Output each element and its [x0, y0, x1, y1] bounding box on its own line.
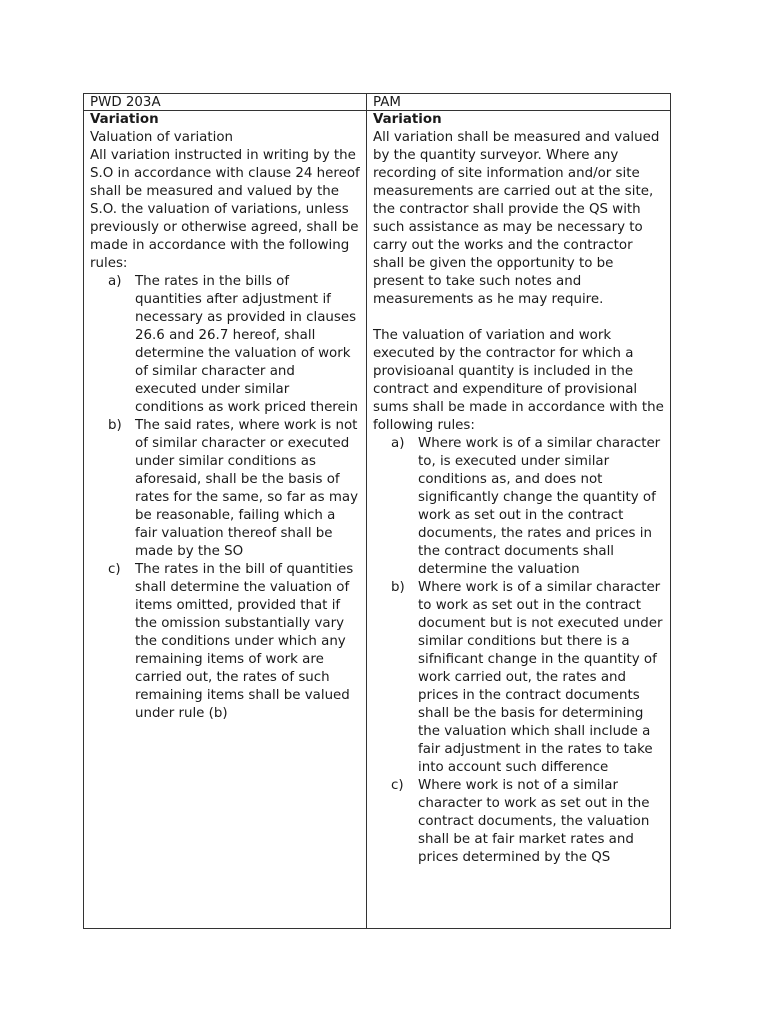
rule-text: The rates in the bills of quantities after adjustment if necessary as provided in clauses 26.6 and 26.7 hereof, shall determine the valuation of work of similar character and executed under similar conditions as work priced therein: [135, 274, 358, 415]
pwd-rules-list: [90, 273, 360, 723]
pwd-intro: All variation instructed in writing by the S.O in accordance with clause 24 hereof shall be measured and valued by the S.O. the valuation of variations, unless previously or otherwise agreed, shall be made in accordance with the following rules:: [90, 148, 365, 271]
rule-text: Where work is of a similar character to work as set out in the contract document but is not executed under similar conditions but there is a sifnificant change in the quantity of work carried out, the rates and prices in the contract documents shall be the basis for determining the valuation which shall include a fair adjustment in the rates to take into account such difference: [418, 580, 663, 775]
pam-heading: Variation: [373, 112, 442, 127]
rule-marker: b): [108, 418, 122, 433]
rule-text: Where work is of a similar character to, is executed under similar conditions as, and does not significantly change the quantity of work as set out in the contract documents, the rates and prices in the contract documents shall determine the valuation: [418, 436, 661, 577]
list-item: [391, 777, 664, 867]
column-header-pam: PAM: [367, 94, 670, 111]
pwd-heading: Variation: [90, 112, 159, 127]
rule-marker: c): [108, 562, 121, 577]
list-item: [391, 579, 664, 777]
rule-marker: b): [391, 580, 405, 595]
pam-paragraph-1: All variation shall be measured and valued by the quantity surveyor. Where any recording of site information and/or site measurements are carried out at the site, the contractor shall provide the QS with such assistance as may be necessary to carry out the works and the contractor shall be given the opportunity to be present to take such notes and measurements as he may require.: [373, 130, 664, 307]
list-item: [391, 435, 664, 579]
list-item: [108, 273, 360, 417]
paragraph-gap: [373, 309, 664, 327]
list-item: [108, 561, 360, 723]
pam-rules-list: [373, 435, 664, 867]
rule-marker: a): [108, 274, 122, 289]
rule-text: Where work is not of a similar character to work as set out in the contract documents, the valuation shall be at fair market rates and prices determined by the QS: [418, 778, 650, 865]
pwd-203a-cell: [84, 111, 367, 928]
list-item: [108, 417, 360, 561]
rule-text: The rates in the bill of quantities shall determine the valuation of items omitted, provided that if the omission substantially vary the conditions under which any remaining items of work are carried out, the rates of such remaining items shall be valued under rule (b): [135, 562, 354, 721]
pam-cell: [367, 111, 670, 928]
pam-paragraph-2: The valuation of variation and work executed by the contractor for which a provisioanal quantity is included in the contract and expenditure of provisional sums shall be made in accordance with the following rules:: [373, 328, 669, 433]
rule-text: The said rates, where work is not of similar character or executed under similar conditions as aforesaid, shall be the basis of rates for the same, so far as may be reasonable, failing which a fair valuation thereof shall be made by the SO: [135, 418, 359, 559]
column-header-pwd-203a: PWD 203A: [84, 94, 367, 111]
pwd-subheading: Valuation of variation: [90, 130, 234, 145]
comparison-table: [83, 93, 671, 929]
rule-marker: a): [391, 436, 405, 451]
rule-marker: c): [391, 778, 404, 793]
